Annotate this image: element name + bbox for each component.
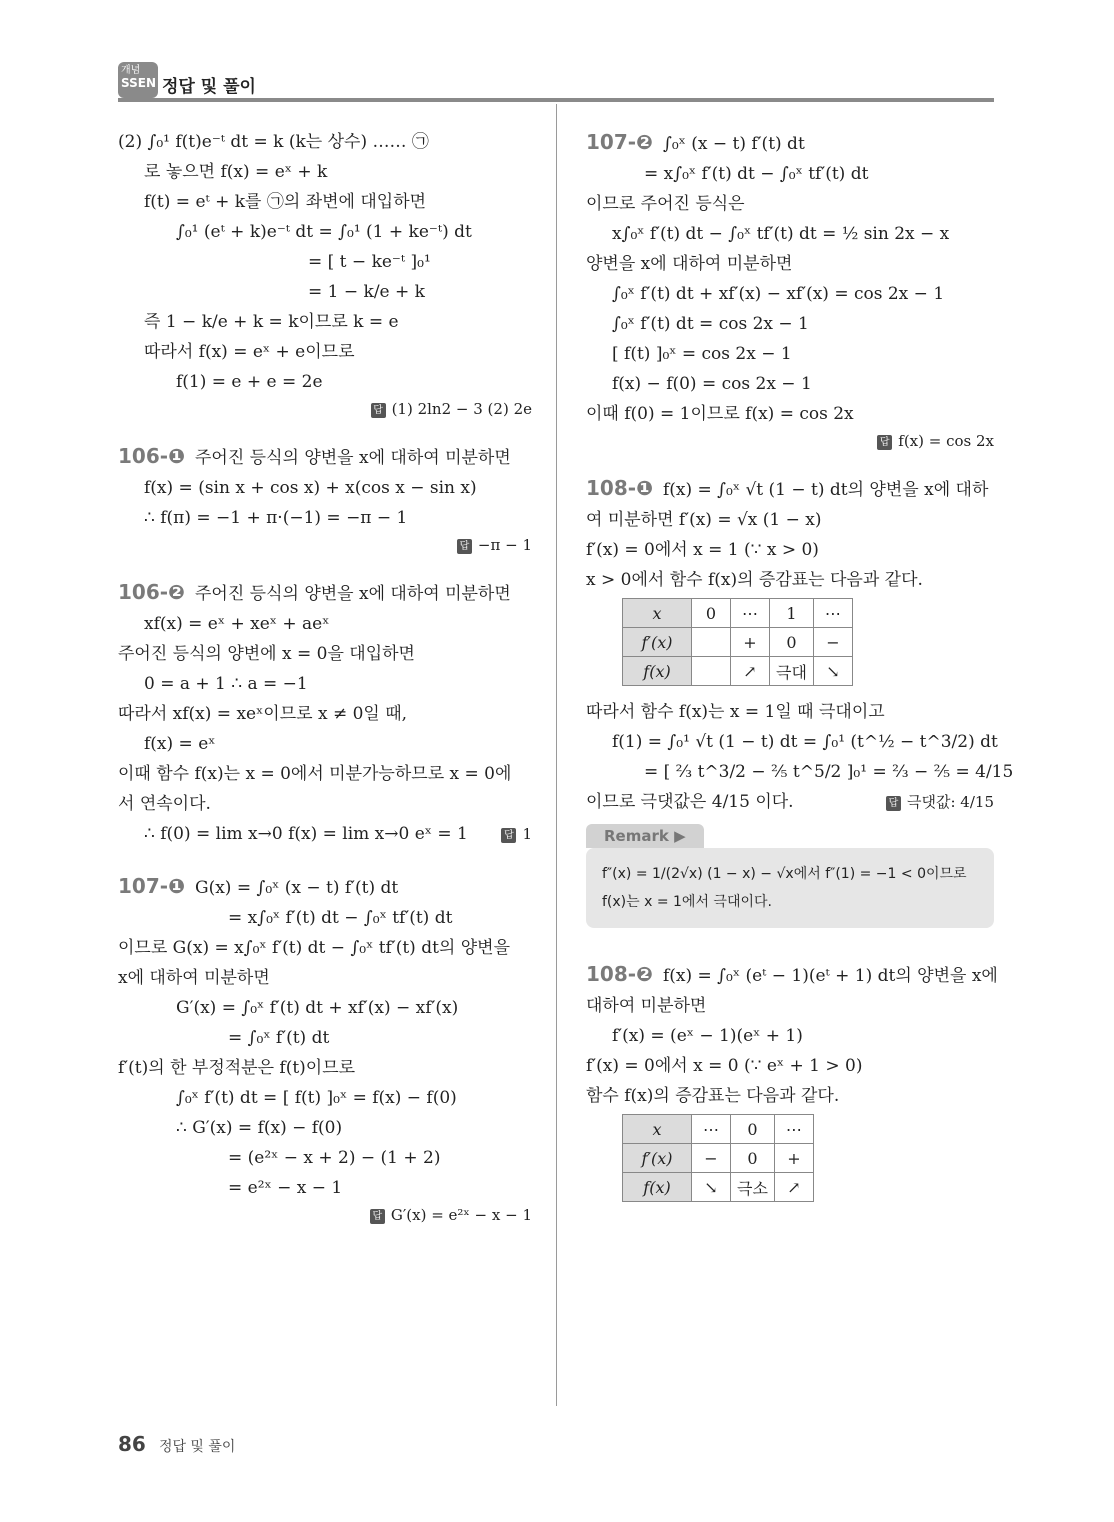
solution-106-1: [118, 444, 532, 554]
solution-line: [118, 874, 532, 900]
answer-text: G′(x) = e²ˣ − x − 1: [390, 1206, 532, 1224]
solution-line: f(x) = (sin x + cos x) + x(cos x − sin x): [144, 478, 477, 498]
solution-line: 따라서 xf(x) = xeˣ이므로 x ≠ 0일 때,: [118, 704, 408, 724]
solution-line: 따라서 함수 f(x)는 x = 1일 때 극대이고: [586, 702, 885, 722]
solution-line: [586, 476, 994, 502]
solution-line: x∫₀ˣ f′(t) dt − ∫₀ˣ tf′(t) dt = ½ sin 2x − x: [612, 224, 950, 244]
table-cell: ⋯: [692, 1115, 731, 1144]
table-cell: ↗: [731, 657, 770, 686]
answer-icon: 답: [457, 539, 472, 554]
answer-icon: 답: [370, 1209, 385, 1224]
table-cell: 극대: [770, 657, 814, 686]
problem-id: 108-❶: [586, 476, 653, 500]
remark-label: Remark ▶: [586, 824, 704, 848]
table-header-cell: f(x): [623, 657, 692, 686]
solution-line: 이때 f(0) = 1이므로 f(x) = cos 2x: [586, 404, 854, 424]
solution-line: 대하여 미분하면: [586, 996, 707, 1016]
variation-table: [622, 1114, 814, 1202]
answer-text: −π − 1: [477, 536, 532, 554]
table-cell: 0: [692, 599, 731, 628]
page-header: [118, 60, 994, 104]
remark-box: [586, 827, 994, 928]
table-cell: ⋯: [774, 1115, 813, 1144]
solution-line: [586, 962, 998, 988]
answer-line: [501, 822, 532, 846]
solution-line: 이므로 주어진 등식은: [586, 194, 745, 214]
table-cell: −: [813, 628, 852, 657]
solution-text: 주어진 등식의 양변을 x에 대하여 미분하면: [194, 584, 511, 604]
answer-icon: 답: [877, 435, 892, 450]
problem-id: 108-❷: [586, 962, 653, 986]
answer-text: 1: [522, 825, 532, 843]
page-footer: [118, 1432, 235, 1456]
solution-line: f(1) = ∫₀¹ √t (1 − t) dt = ∫₀¹ (t^½ − t^3/2) dt: [612, 732, 998, 752]
table-cell: [692, 628, 731, 657]
solution-line: = x∫₀ˣ f′(t) dt − ∫₀ˣ tf′(t) dt: [644, 164, 869, 184]
solution-line: [ f(t) ]₀ˣ = cos 2x − 1: [612, 344, 792, 364]
table-cell: ⋯: [731, 599, 770, 628]
logo-bottom-text: SSEN: [121, 76, 156, 90]
table-cell: +: [774, 1144, 813, 1173]
answer-line: [586, 432, 994, 450]
table-cell: [692, 657, 731, 686]
solution-line: [118, 580, 532, 606]
solution-text: 이므로 극댓값은 4/15 이다.: [586, 792, 794, 812]
table-cell: −: [692, 1144, 731, 1173]
table-cell: 1: [770, 599, 814, 628]
solution-line: 여 미분하면 f′(x) = √x (1 − x): [586, 510, 822, 530]
solution-line: = x∫₀ˣ f′(t) dt − ∫₀ˣ tf′(t) dt: [228, 908, 453, 928]
solution-line: 0 = a + 1 ∴ a = −1: [144, 674, 308, 694]
solution-108-2: [586, 962, 998, 1202]
table-cell: 0: [731, 1144, 775, 1173]
answer-icon: 답: [371, 403, 386, 418]
table-row: [623, 628, 853, 657]
solution-107-1: [118, 874, 532, 1224]
solution-text: f(x) = ∫₀ˣ (eᵗ − 1)(eᵗ + 1) dt의 양변을 x에: [662, 966, 998, 986]
solution-line: = [ ⅔ t^3/2 − ⅖ t^5/2 ]₀¹ = ⅔ − ⅖ = 4/15: [644, 762, 1014, 782]
table-header-cell: x: [623, 1115, 692, 1144]
solution-text: G(x) = ∫₀ˣ (x − t) f′(t) dt: [194, 878, 399, 898]
solution-line: f′(t)의 한 부정적분은 f(t)이므로: [118, 1058, 356, 1078]
solution-line: ∫₀ˣ f′(t) dt + xf′(x) − xf′(x) = cos 2x − 1: [612, 284, 945, 304]
table-cell: ↘: [692, 1173, 731, 1202]
answer-icon: 답: [886, 796, 901, 811]
solution-line: = [ t − ke⁻ᵗ ]₀¹: [308, 252, 431, 272]
table-header-cell: f′(x): [623, 1144, 692, 1173]
brand-logo: [118, 62, 158, 98]
solution-text: ∴ f(0) = lim x→0 f(x) = lim x→0 eˣ = 1: [144, 824, 468, 844]
answer-line: [118, 400, 532, 418]
logo-top-text: 개념: [121, 65, 141, 76]
solution-line: f(1) = e + e = 2e: [176, 372, 323, 392]
solution-line: f(x) − f(0) = cos 2x − 1: [612, 374, 812, 394]
solution-line: f′(x) = 0에서 x = 0 (∵ eˣ + 1 > 0): [586, 1056, 863, 1076]
answer-text: (1) 2ln2 − 3 (2) 2e: [391, 400, 532, 418]
solution-line: 서 연속이다.: [118, 794, 211, 814]
left-column: [118, 130, 532, 1250]
solution-line: (2) ∫₀¹ f(t)e⁻ᵗ dt = k (k는 상수) …… ㉠: [118, 132, 429, 152]
solution-line: f(t) = eᵗ + k를 ㉠의 좌변에 대입하면: [144, 192, 427, 212]
solution-line: f′(x) = 0에서 x = 1 (∵ x > 0): [586, 540, 819, 560]
problem-id: 107-❷: [586, 130, 653, 154]
solution-line: = (e²ˣ − x + 2) − (1 + 2): [228, 1148, 441, 1168]
solution-105-2: [118, 130, 532, 418]
answer-line: [118, 536, 532, 554]
solution-line: ∫₀ˣ f′(t) dt = cos 2x − 1: [612, 314, 809, 334]
table-row: [623, 1115, 814, 1144]
solution-line: = 1 − k/e + k: [308, 282, 425, 302]
solution-text: ∫₀ˣ (x − t) f′(t) dt: [662, 134, 805, 154]
table-cell: ↘: [813, 657, 852, 686]
table-row: [623, 1173, 814, 1202]
problem-id: 107-❶: [118, 874, 185, 898]
solution-line: G′(x) = ∫₀ˣ f′(t) dt + xf′(x) − xf′(x): [176, 998, 459, 1018]
problem-id: 106-❷: [118, 580, 185, 604]
solution-line: [118, 822, 532, 846]
table-header-cell: f′(x): [623, 628, 692, 657]
right-column: [586, 130, 1014, 1216]
header-rule: [118, 98, 994, 102]
table-cell: +: [731, 628, 770, 657]
table-cell: 극소: [731, 1173, 775, 1202]
solution-line: 주어진 등식의 양변에 x = 0을 대입하면: [118, 644, 415, 664]
variation-table: [622, 598, 853, 686]
column-divider: [556, 104, 557, 1406]
table-row: [623, 1144, 814, 1173]
solution-line: 이므로 G(x) = x∫₀ˣ f′(t) dt − ∫₀ˣ tf′(t) dt의 양변을: [118, 938, 511, 958]
solution-text: f(x) = ∫₀ˣ √t (1 − t) dt의 양변을 x에 대하: [662, 480, 989, 500]
solution-line: 즉 1 − k/e + k = k이므로 k = e: [144, 312, 399, 332]
solution-line: x > 0에서 함수 f(x)의 증감표는 다음과 같다.: [586, 570, 923, 590]
solution-107-2: [586, 130, 994, 450]
table-cell: 0: [731, 1115, 775, 1144]
solution-line: = ∫₀ˣ f′(t) dt: [228, 1028, 330, 1048]
table-row: [623, 599, 853, 628]
answer-line: [118, 1206, 532, 1224]
solution-line: f′(x) = (eˣ − 1)(eˣ + 1): [612, 1026, 803, 1046]
solution-line: xf(x) = eˣ + xeˣ + aeˣ: [144, 614, 330, 634]
table-cell: ⋯: [813, 599, 852, 628]
table-header-cell: x: [623, 599, 692, 628]
solution-line: f(x) = eˣ: [144, 734, 216, 754]
page-number: 86: [118, 1432, 146, 1456]
answer-text: f(x) = cos 2x: [898, 432, 994, 450]
answer-line: [886, 790, 994, 814]
answer-icon: 답: [501, 828, 516, 843]
answer-text: 극댓값: 4/15: [907, 793, 994, 811]
header-title: 정답 및 풀이: [162, 77, 256, 97]
solution-line: ∴ f(π) = −1 + π·(−1) = −π − 1: [144, 508, 408, 528]
solution-line: 함수 f(x)의 증감표는 다음과 같다.: [586, 1086, 840, 1106]
solution-line: ∴ G′(x) = f(x) − f(0): [176, 1118, 343, 1138]
solution-line: = e²ˣ − x − 1: [228, 1178, 343, 1198]
solution-line: ∫₀¹ (eᵗ + k)e⁻ᵗ dt = ∫₀¹ (1 + ke⁻ᵗ) dt: [176, 222, 472, 242]
table-cell: 0: [770, 628, 814, 657]
solution-line: [586, 790, 994, 814]
solution-text: 주어진 등식의 양변을 x에 대하여 미분하면: [194, 448, 511, 468]
solution-108-1: [586, 476, 1014, 814]
table-header-cell: f(x): [623, 1173, 692, 1202]
solution-line: 양변을 x에 대하여 미분하면: [586, 254, 793, 274]
remark-line: f(x)는 x = 1에서 극대이다.: [602, 894, 772, 910]
solution-106-2: [118, 580, 532, 874]
solution-line: 로 놓으면 f(x) = eˣ + k: [144, 162, 328, 182]
solution-line: [118, 444, 532, 470]
solution-line: 이때 함수 f(x)는 x = 0에서 미분가능하므로 x = 0에: [118, 764, 512, 784]
solution-line: [586, 130, 994, 156]
footer-text: 정답 및 풀이: [158, 1439, 236, 1455]
problem-id: 106-❶: [118, 444, 185, 468]
table-cell: ↗: [774, 1173, 813, 1202]
remark-line: f″(x) = 1/(2√x) (1 − x) − √x에서 f″(1) = −1 < 0이므로: [602, 866, 967, 882]
solution-line: x에 대하여 미분하면: [118, 968, 270, 988]
solution-line: 따라서 f(x) = eˣ + e이므로: [144, 342, 355, 362]
solution-line: ∫₀ˣ f′(t) dt = [ f(t) ]₀ˣ = f(x) − f(0): [176, 1088, 457, 1108]
table-row: [623, 657, 853, 686]
